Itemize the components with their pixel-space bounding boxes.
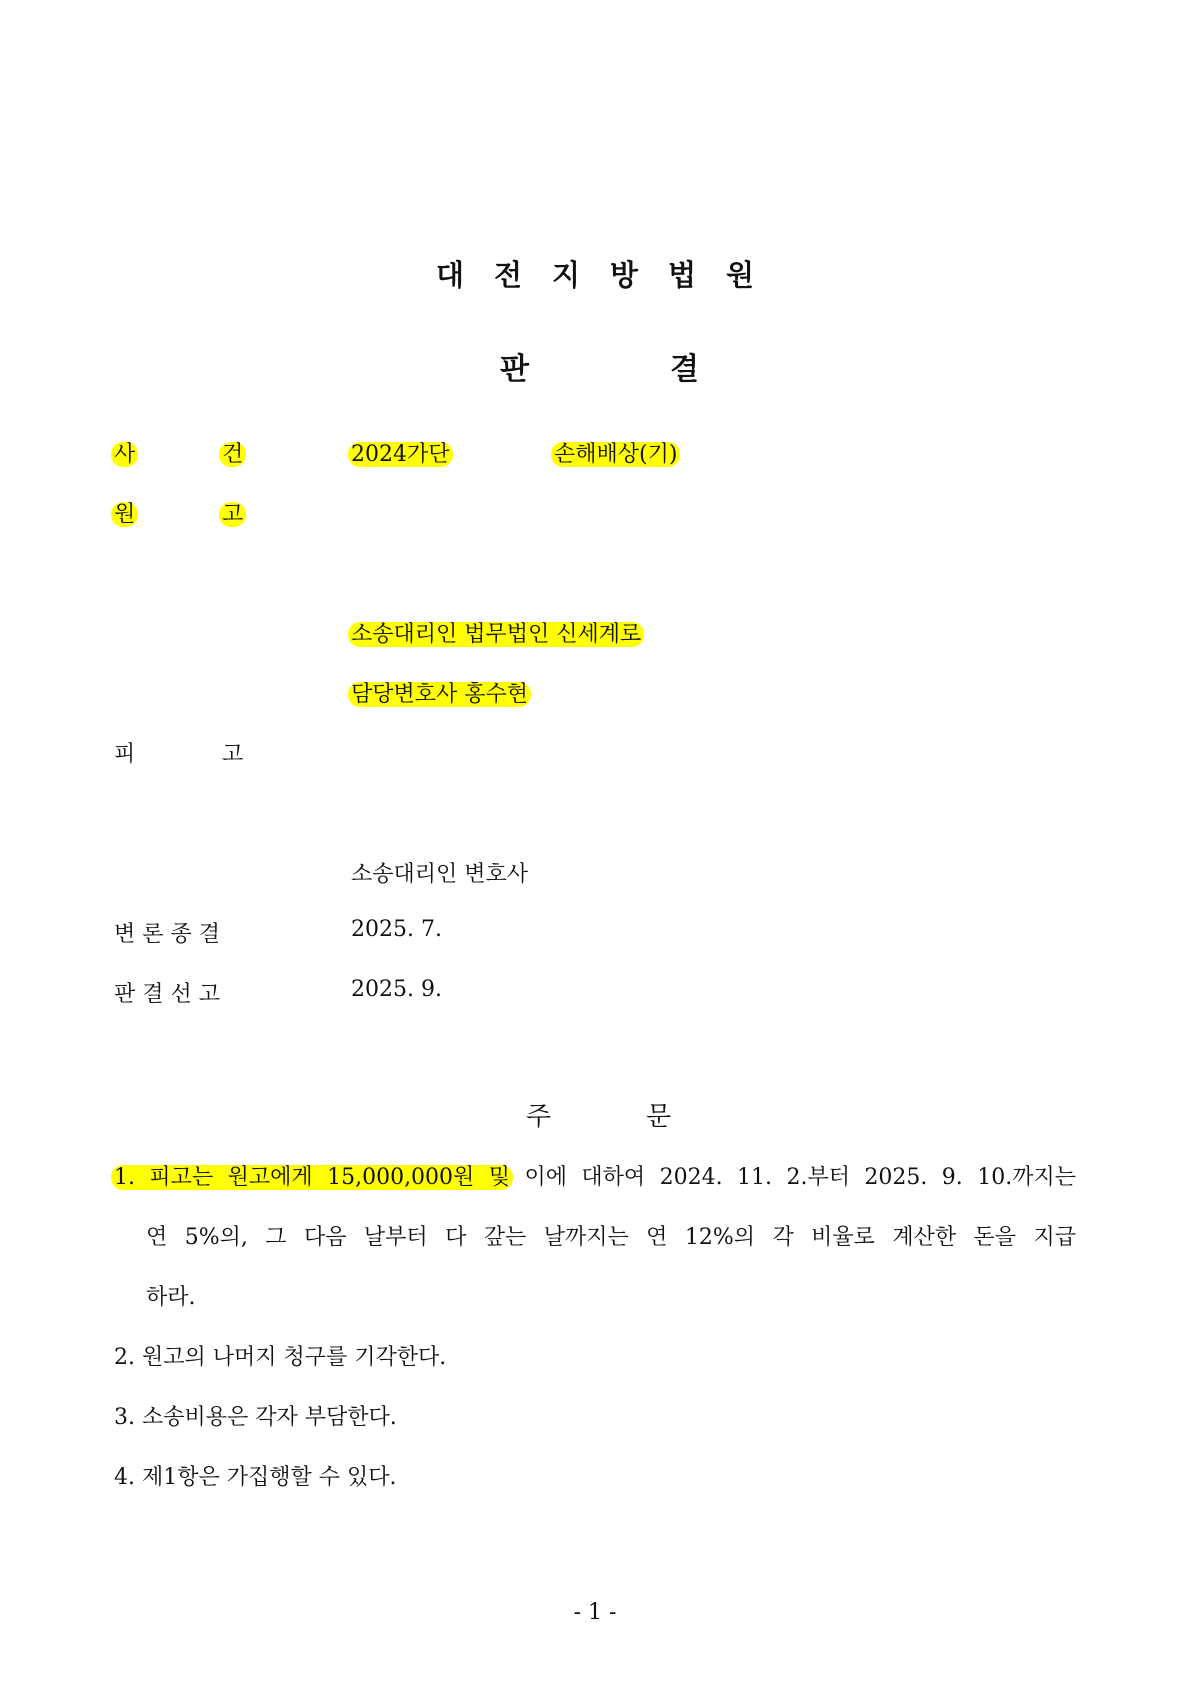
- page-number: - 1 -: [573, 1600, 617, 1625]
- doc-type-left: 판: [500, 352, 529, 387]
- plaintiff-counsel: 소송대리인 법무법인 신세계로: [348, 622, 644, 647]
- case-label-1: 사: [111, 442, 138, 467]
- defendant-counsel: 소송대리인 변호사: [351, 862, 529, 887]
- defendant-label-2: 고: [222, 742, 244, 767]
- close-date-value: 2025. 7.: [351, 917, 442, 942]
- order-heading-right: 문: [646, 1102, 672, 1132]
- court-name: 대전지방법원: [435, 258, 785, 292]
- order-item-1-line-1: [114, 1160, 1076, 1191]
- order-heading-left: 주: [526, 1102, 552, 1132]
- ruling-date-label: 판 결 선 고: [114, 982, 220, 1007]
- plaintiff-attorney: 담당변호사 홍수현: [348, 682, 531, 707]
- order-item-2: 2. 원고의 나머지 청구를 기각한다.: [114, 1345, 447, 1370]
- order-item-1-rest: 이에 대하여 2024. 11. 2.부터 2025. 9. 10.까지는: [510, 1165, 1076, 1190]
- order-item-1-line-3: 하라.: [146, 1285, 196, 1310]
- plaintiff-label-1: 원: [111, 502, 138, 527]
- doc-type-right: 결: [670, 352, 699, 387]
- order-item-3: 3. 소송비용은 각자 부담한다.: [114, 1405, 397, 1430]
- case-label-2: 건: [219, 442, 246, 467]
- ruling-date-value: 2025. 9.: [351, 977, 442, 1002]
- case-number: 2024가단: [348, 442, 453, 467]
- order-item-1-line-2: 연 5%의, 그 다음 날부터 다 갚는 날까지는 연 12%의 각 비율로 계산한 돈을 지급: [146, 1225, 1076, 1250]
- order-item-4: 4. 제1항은 가집행할 수 있다.: [114, 1465, 397, 1490]
- plaintiff-label-2: 고: [219, 502, 246, 527]
- close-date-label: 변 론 종 결: [114, 922, 220, 947]
- defendant-label-1: 피: [114, 742, 136, 767]
- case-title: 손해배상(기): [551, 442, 680, 467]
- order-item-1-highlight: 1. 피고는 원고에게 15,000,000원 및: [111, 1165, 513, 1190]
